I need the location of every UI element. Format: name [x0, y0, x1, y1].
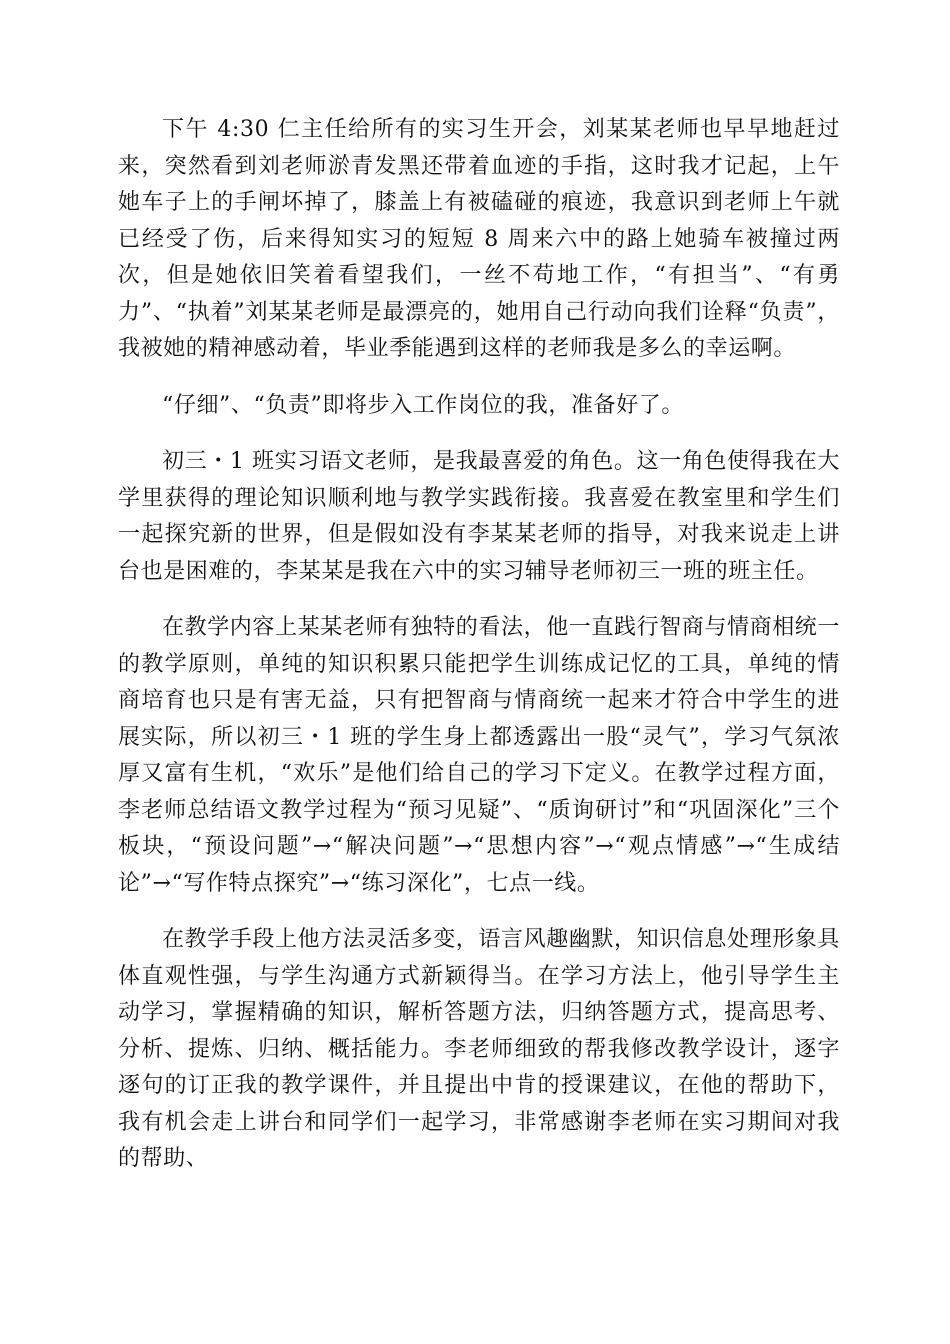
- paragraph-1: 下午 4:30 仁主任给所有的实习生开会，刘某某老师也早早地赶过来，突然看到刘老师淤青发黑还带着血迹的手指，这时我才记起，上午她车子上的手闸坏掉了，膝盖上有被磕碰的痕迹，我意识到老师上午就已经受了伤，后来得知实习的短短 8 周来六中的路上她骑车被撞过两次，但是她依旧笑着看望我们，一丝不苟地工作，“有担当”、“有勇力”、“执着”刘某某老师是最漂亮的，她用自己行动向我们诠释“负责”，我被她的精神感动着，毕业季能遇到这样的老师我是多么的幸运啊。: [118, 117, 840, 361]
- paragraph-spacer: [118, 368, 840, 388]
- document-page: [118, 112, 840, 1178]
- paragraph-spacer: [118, 590, 840, 610]
- paragraph-spacer: [118, 902, 840, 922]
- paragraph-5: 在教学手段上他方法灵活多变，语言风趣幽默，知识信息处理形象具体直观性强，与学生沟通方式新颖得当。在学习方法上，他引导学生主动学习，掌握精确的知识，解析答题方法，归纳答题方式，提高思考、分析、提炼、归纳、概括能力。李老师细致的帮我修改教学设计，逐字逐句的订正我的教学课件，并且提出中肯的授课建议，在他的帮助下，我有机会走上讲台和同学们一起学习，非常感谢李老师在实习期间对我的帮助、: [118, 927, 841, 1171]
- paragraph-2: “仔细”、“负责”即将步入工作岗位的我，准备好了。: [162, 392, 684, 418]
- paragraph-3: 初三・1 班实习语文老师，是我最喜爱的角色。这一角色使得我在大学里获得的理论知识顺利地与教学实践衔接。我喜爱在教室里和学生们一起探究新的世界，但是假如没有李某某老师的指导，对我来说走上讲台也是困难的，李某某是我在六中的实习辅导老师初三一班的班主任。: [118, 449, 840, 584]
- paragraph-4: 在教学内容上某某老师有独特的看法，他一直践行智商与情商相统一的教学原则，单纯的知识积累只能把学生训练成记忆的工具，单纯的情商培育也只是有害无益，只有把智商与情商统一起来才符合中学生的进展实际，所以初三・1 班的学生身上都透露出一股“灵气”，学习气氛浓厚又富有生机，“欢乐”是他们给自己的学习下定义。在教学过程方面，李老师总结语文教学过程为“预习见疑”、“质询研讨”和“巩固深化”三个板块，“预设问题”→“解决问题”→“思想内容”→“观点情感”→“生成结论”→“写作特点探究”→“练习深化”，七点一线。: [118, 615, 841, 896]
- paragraph-spacer: [118, 424, 840, 444]
